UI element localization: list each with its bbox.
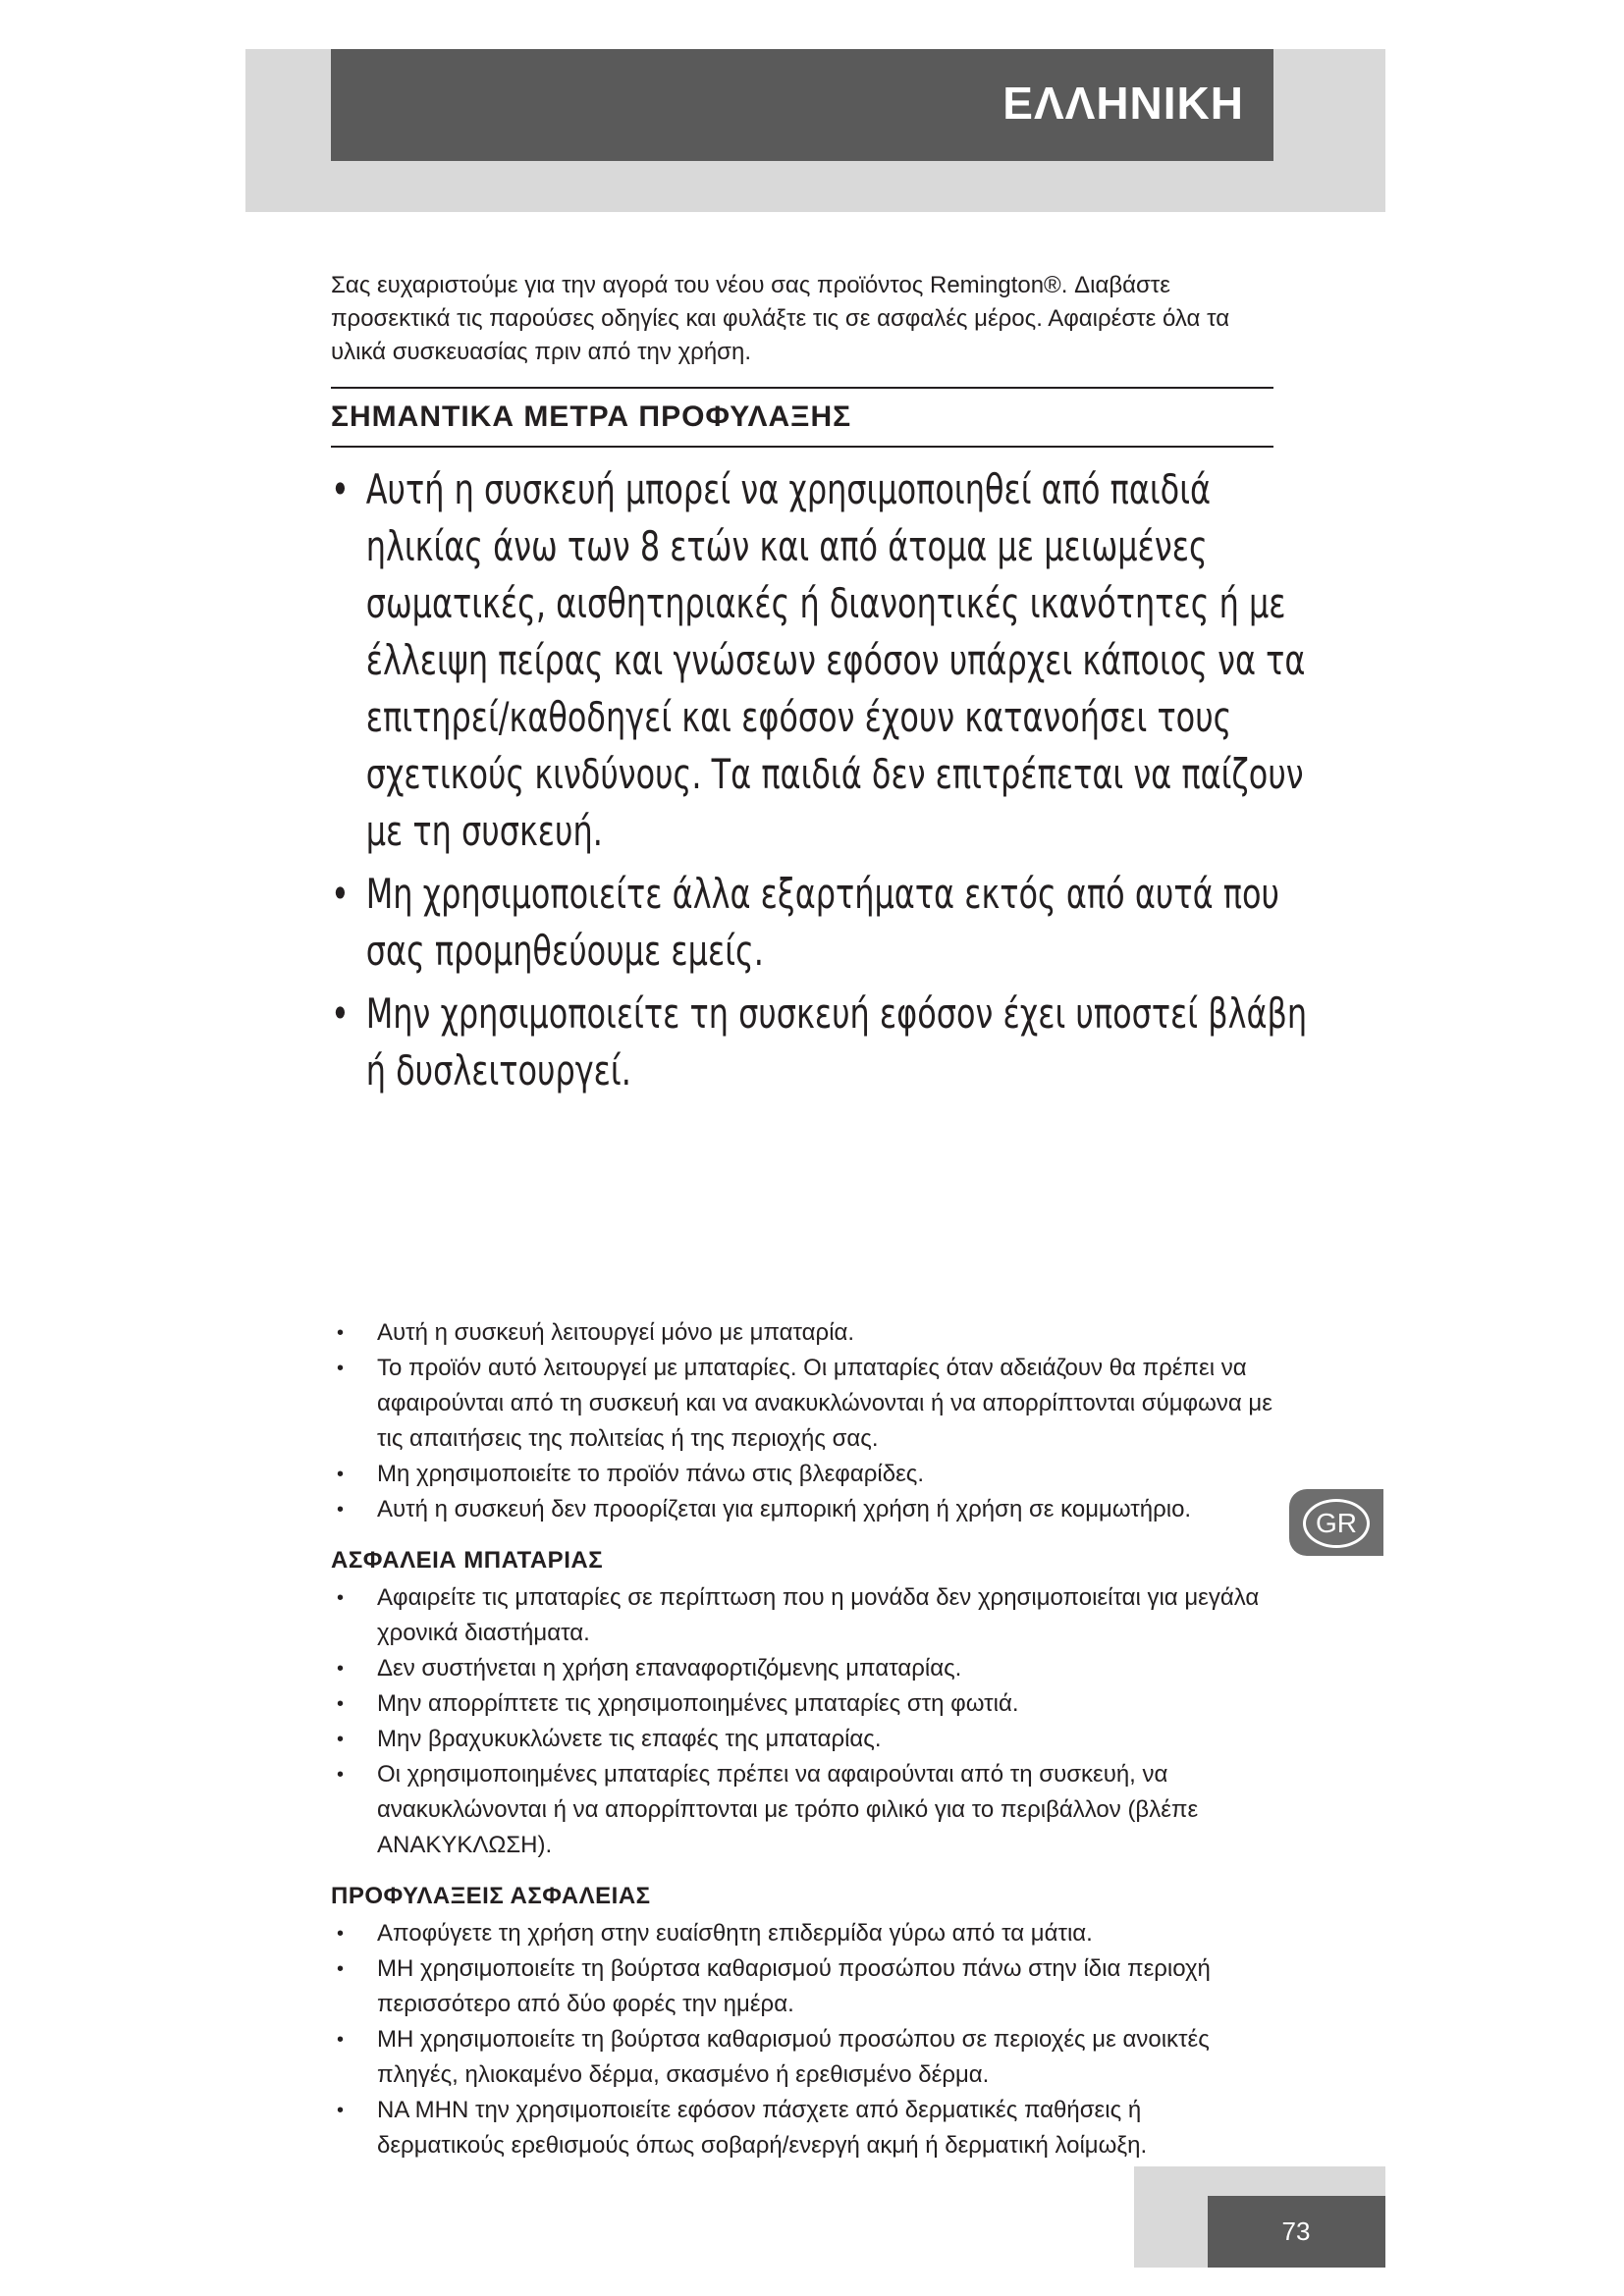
list-item: • ΝΑ ΜΗΝ την χρησιμοποιείτε εφόσον πάσχετε από δερματικές παθήσεις ή δερματικούς ερεθισμούς όπως σοβαρή/ενεργή ακμή ή δερματική λοίμωξη. — [331, 2093, 1273, 2163]
list-item: • Μην απορρίπτετε τις χρησιμοποιημένες μπαταρίες στη φωτιά. — [331, 1686, 1273, 1722]
language-badge-label: GR — [1303, 1499, 1370, 1548]
list-item: • Αυτή η συσκευή δεν προορίζεται για εμπορική χρήση ή χρήση σε κομμωτήριο. — [331, 1492, 1273, 1527]
header-bar — [331, 49, 1273, 161]
content — [331, 269, 1308, 2163]
footer-bar — [1208, 2196, 1385, 2268]
language-badge — [1289, 1489, 1383, 1556]
warning-list — [331, 1315, 1273, 1527]
list-item: • Το προϊόν αυτό λειτουργεί με μπαταρίες. Οι μπαταρίες όταν αδειάζουν θα πρέπει να αφαιρούνται από τη συσκευή και να ανακυκλώνονται ή να απορρίπτονται σύμφωνα με τις απαιτήσεις της πολιτείας ή της περιοχής σας. — [331, 1351, 1273, 1457]
page-number: 73 — [1281, 2216, 1311, 2246]
list-item: • ΜΗ χρησιμοποιείτε τη βούρτσα καθαρισμού προσώπου σε περιοχές με ανοικτές πληγές, ηλιοκαμένο δέρμα, σκασμένο ή ερεθισμένο δέρμα. — [331, 2022, 1273, 2093]
safety-precautions-list — [331, 1916, 1273, 2163]
battery-safety-heading: ΑΣΦΑΛΕΙΑ ΜΠΑΤΑΡΙΑΣ — [331, 1547, 604, 1574]
list-item: • Οι χρησιμοποιημένες μπαταρίες πρέπει να αφαιρούνται από τη συσκευή, να ανακυκλώνονται ή να απορρίπτονται με τρόπο φιλικό για το περιβάλλον (βλέπε ΑΝΑΚΥΚΛΩΣΗ). — [331, 1757, 1273, 1863]
list-item: • Μην βραχυκυκλώνετε τις επαφές της μπαταρίας. — [331, 1722, 1273, 1757]
large-warning-item: • Μη χρησιμοποιείτε άλλα εξαρτήματα εκτός από αυτά που σας προμηθεύουμε εμείς. — [331, 866, 1309, 980]
large-warning-item: • Αυτή η συσκευή μπορεί να χρησιμοποιηθεί από παιδιά ηλικίας άνω των 8 ετών και από άτομα με μειωμένες σωματικές, αισθητηριακές ή διανοητικές ικανότητες ή με έλλειψη πείρας και γνώσεων εφόσον υπάρχει κάποιος να τα επιτηρεί/καθοδηγεί και εφόσον έχουν κατανοήσει τους σχετικούς κινδύνους. Τα παιδιά δεν επιτρέπεται να παίζουν με τη συσκευή. — [331, 461, 1309, 860]
battery-safety-list — [331, 1580, 1273, 1863]
large-warning-item: • Μην χρησιμοποιείτε τη συσκευή εφόσον έχει υποστεί βλάβη ή δυσλειτουργεί. — [331, 986, 1309, 1099]
list-item: • ΜΗ χρησιμοποιείτε τη βούρτσα καθαρισμού προσώπου πάνω στην ίδια περιοχή περισσότερο από δύο φορές την ημέρα. — [331, 1951, 1273, 2022]
safety-precautions-heading: ΠΡΟΦΥΛΑΞΕΙΣ ΑΣΦΑΛΕΙΑΣ — [331, 1883, 651, 1909]
list-item: • Αυτή η συσκευή λειτουργεί μόνο με μπαταρία. — [331, 1315, 1273, 1351]
list-item: • Δεν συστήνεται η χρήση επαναφορτιζόμενης μπαταρίας. — [331, 1651, 1273, 1686]
list-item: • Αποφύγετε τη χρήση στην ευαίσθητη επιδερμίδα γύρω από τα μάτια. — [331, 1916, 1273, 1951]
list-item: • Μη χρησιμοποιείτε το προϊόν πάνω στις βλεφαρίδες. — [331, 1457, 1273, 1492]
page-title: ΕΛΛΗΝΙΚΗ — [1002, 78, 1244, 129]
intro-paragraph: Σας ευχαριστούμε για την αγορά του νέου σας προϊόντος Remington®. Διαβάστε προσεκτικά τις παρούσες οδηγίες και φυλάξτε τις σε ασφαλές μέρος. Αφαιρέστε όλα τα υλικά συσκευασίας πριν από την χρήση. — [331, 272, 1230, 365]
large-warning-list — [331, 461, 1308, 1315]
important-safeguards-heading: ΣΗΜΑΝΤΙΚΑ ΜΕΤΡΑ ΠΡΟΦΥΛΑΞΗΣ — [331, 387, 1273, 448]
list-item: • Αφαιρείτε τις μπαταρίες σε περίπτωση που η μονάδα δεν χρησιμοποιείται για μεγάλα χρονικά διαστήματα. — [331, 1580, 1273, 1651]
